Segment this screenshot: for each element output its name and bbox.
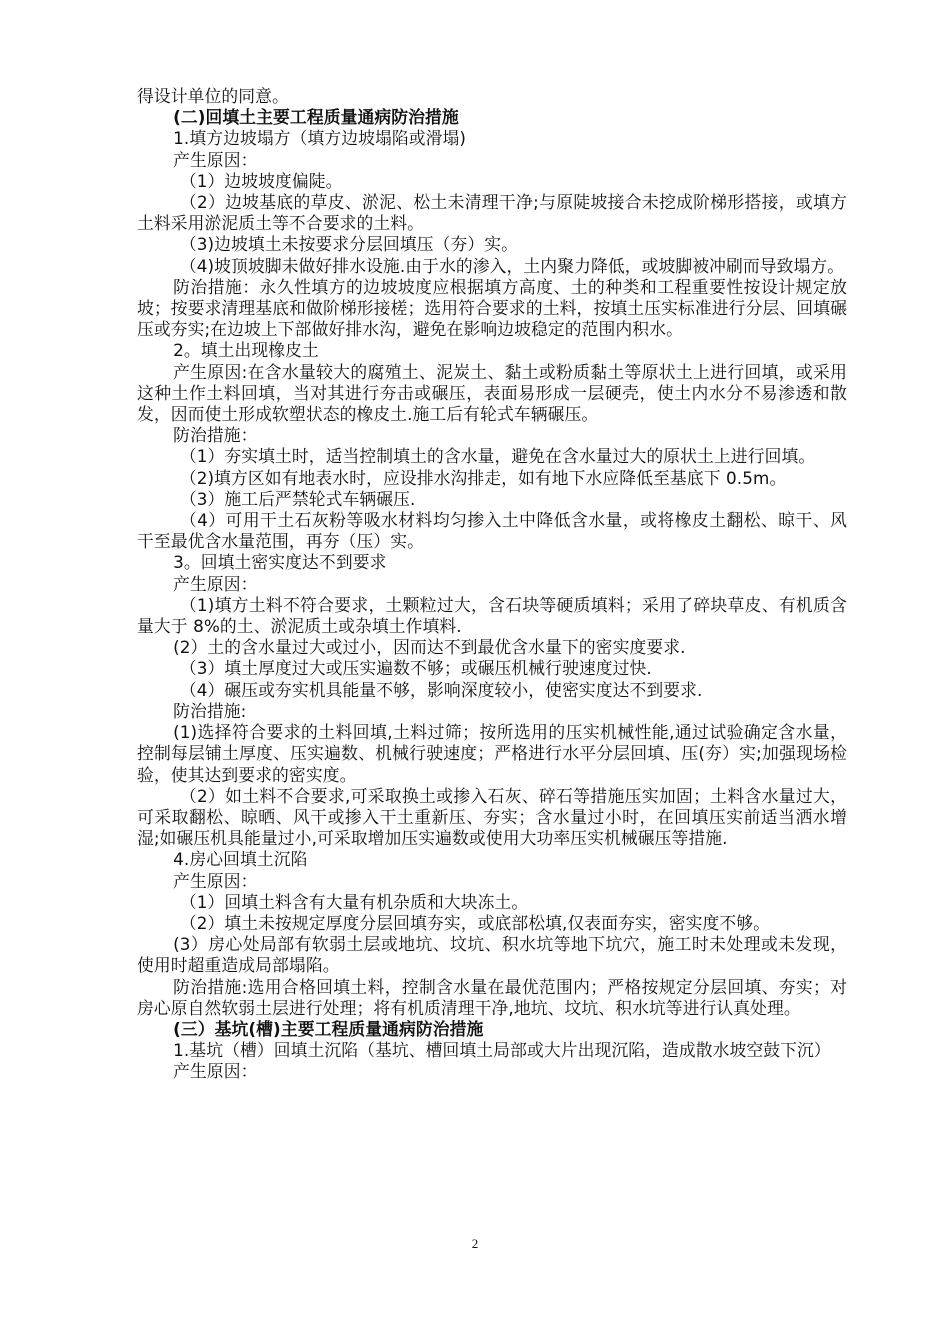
paragraph: 3。回填土密实度达不到要求: [173, 552, 387, 573]
paragraph: 防治措施:: [173, 700, 247, 721]
paragraph: （3）施工后严禁轮式车辆碾压.: [179, 488, 416, 509]
paragraph: 产生原因：: [173, 149, 258, 170]
paragraph: （1）回填土料含有大量有机杂质和大块冻土。: [179, 891, 529, 912]
paragraph: 防治措施：永久性填方的边坡坡度应根据填方高度、土的种类和工程重要性按设计规定放坡；按要求清理基底和做阶梯形接槎；选用符合要求的土料，按填土压实标准进行分层、回填碾压或夯实;在边坡上下部做好排水沟，避免在影响边坡稳定的范围内积水。: [137, 276, 847, 340]
paragraph: 1.填方边坡塌方（填方边坡塌陷或滑塌): [173, 128, 467, 149]
paragraph: （1)填方土料不符合要求，土颗粒过大，含石块等硬质填料；采用了碎块草皮、有机质含量大于 8%的土、淤泥质土或杂填土作填料.: [137, 594, 847, 637]
paragraph: （4）可用干土石灰粉等吸水材料均匀掺入土中降低含水量，或将橡皮土翻松、晾干、风干至最优含水量范围，再夯（压）实。: [137, 510, 847, 552]
paragraph: 产生原因：: [173, 870, 258, 891]
paragraph: 防治措施:选用合格回填土料，控制含水量在最优范围内；严格按规定分层回填、夯实；对房心原自然软弱土层进行处理；将有机质清理干净,地坑、坟坑、积水坑等进行认真处理。: [137, 976, 847, 1018]
paragraph: （4)坡顶坡脚未做好排水设施.由于水的渗入，土内聚力降低，或坡脚被冲刷而导致塌方。: [179, 255, 845, 276]
paragraph: （2)填方区如有地表水时，应设排水沟排走，如有地下水应降低至基底下 0.5m。: [179, 467, 787, 488]
paragraph: （2）边坡基底的草皮、淤泥、松土未清理干净;与原陡坡接合未挖成阶梯形搭接，或填方土料采用淤泥质土等不合要求的土料。: [137, 192, 847, 234]
document-body: [137, 86, 847, 1083]
paragraph: （2）填土未按规定厚度分层回填夯实，或底部松填,仅表面夯实，密实度不够。: [179, 912, 771, 933]
paragraph: 产生原因:在含水量较大的腐殖土、泥炭土、黏土或粉质黏土等原状土上进行回填，或采用这种土作土料回填，当对其进行夯击或碾压，表面易形成一层硬壳，使土内水分不易渗透和散发，因而使土形成软塑状态的橡皮土.施工后有轮式车辆碾压。: [137, 361, 847, 425]
paragraph: 产生原因：: [173, 573, 258, 594]
paragraph: 1.基坑（槽）回填土沉陷（基坑、槽回填土局部或大片出现沉陷，造成散水坡空鼓下沉）: [173, 1040, 831, 1061]
section-heading: (二)回填土主要工程质量通病防治措施: [173, 107, 459, 128]
paragraph: 2。填土出现橡皮土: [173, 340, 319, 361]
paragraph: （3）填土厚度过大或压实遍数不够；或碾压机械行驶速度过快.: [179, 658, 652, 679]
paragraph: (3）房心处局部有软弱土层或地坑、坟坑、积水坑等地下坑穴，施工时未处理或未发现，使用时超重造成局部塌陷。: [137, 934, 847, 976]
paragraph: 4.房心回填土沉陷: [173, 849, 308, 870]
paragraph: （1）边坡坡度偏陡。: [179, 170, 343, 191]
paragraph: (2）土的含水量过大或过小，因而达不到最优含水量下的密实度要求.: [173, 637, 686, 658]
paragraph: 产生原因：: [173, 1061, 258, 1082]
paragraph: 防治措施：: [173, 425, 258, 446]
section-heading: (三）基坑(槽)主要工程质量通病防治措施: [173, 1018, 484, 1039]
paragraph: （1）夯实填土时，适当控制填土的含水量，避免在含水量过大的原状土上进行回填。: [179, 446, 816, 467]
paragraph: （3)边坡填土未按要求分层回填压（夯）实。: [179, 234, 518, 255]
paragraph: (1)选择符合要求的土料回填,土料过筛；按所选用的压实机械性能,通过试验确定含水量，控制每层铺土厚度、压实遍数、机械行驶速度；严格进行水平分层回填、压(夯）实;加强现场检验，使其达到要求的密实度。: [137, 722, 847, 785]
paragraph: （4）碾压或夯实机具能量不够，影响深度较小，使密实度达不到要求.: [179, 679, 703, 700]
page-number: 2: [471, 1236, 479, 1251]
paragraph: 得设计单位的同意。: [137, 86, 289, 106]
paragraph: （2）如土料不合要求,可采取换土或掺入石灰、碎石等措施压实加固；土料含水量过大，可采取翻松、晾晒、风干或掺入干土重新压、夯实；含水量过小时，在回填压实前适当洒水增湿;如碾压机具能量过小,可采取增加压实遍数或使用大功率压实机械碾压等措施.: [137, 785, 847, 849]
